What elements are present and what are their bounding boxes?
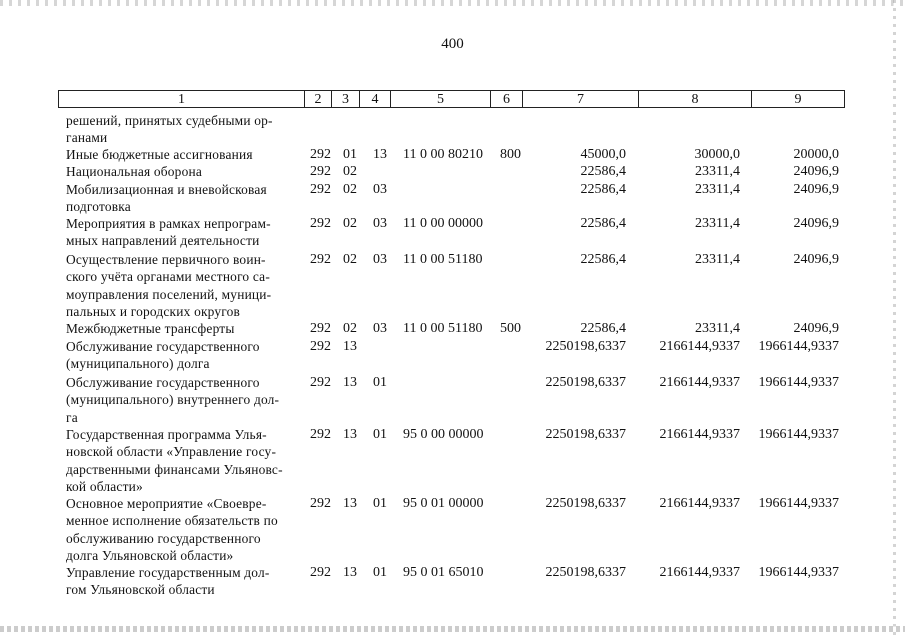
amount-col-7: 22586,4 [580,252,626,267]
code-glava: 292 [310,565,331,580]
amount-col-9: 24096,9 [793,216,839,231]
code-razdel: 13 [343,496,357,511]
amount-col-7: 2250198,6337 [545,339,626,354]
amount-col-9: 24096,9 [793,164,839,179]
row-name [66,146,300,163]
amount-col-8: 23311,4 [695,182,740,197]
code-csr: 95 0 00 00000 [403,427,484,442]
code-podrazdel: 01 [373,565,387,580]
amount-col-7: 45000,0 [580,147,626,162]
code-podrazdel: 01 [373,427,387,442]
scan-edge-top [0,0,905,6]
row-name [66,426,300,495]
code-glava: 292 [310,147,331,162]
amount-col-9: 1966144,9337 [758,339,839,354]
row-name [66,338,300,373]
amount-col-9: 24096,9 [793,182,839,197]
code-glava: 292 [310,182,331,197]
row-name-line: (муниципального) долга [66,356,210,372]
code-razdel: 13 [343,375,357,390]
row-name-line: Национальная оборона [66,164,202,179]
row-name [66,163,300,180]
amount-col-9: 1966144,9337 [758,375,839,390]
row-name-line: кой области» [66,478,143,494]
row-name-line: га [66,409,78,425]
code-glava: 292 [310,252,331,267]
code-podrazdel: 03 [373,252,387,267]
amount-col-9: 1966144,9337 [758,427,839,442]
amount-col-8: 2166144,9337 [659,427,740,442]
header-col-4: 4 [359,90,390,108]
code-razdel: 02 [343,252,357,267]
page-number: 400 [441,36,464,52]
row-name [66,215,300,250]
row-name-line: решений, принятых судебными ор- [66,113,273,128]
header-col-5: 5 [390,90,490,108]
amount-col-8: 2166144,9337 [659,339,740,354]
row-name-line: (муниципального) внутреннего дол- [66,392,280,408]
amount-col-9: 1966144,9337 [758,496,839,511]
amount-col-7: 22586,4 [580,164,626,179]
amount-col-8: 2166144,9337 [659,496,740,511]
code-razdel: 02 [343,164,357,179]
amount-col-8: 2166144,9337 [659,375,740,390]
row-name-line: моуправления поселений, муници- [66,286,272,302]
code-podrazdel: 01 [373,375,387,390]
row-name [66,320,300,337]
row-name-line: подготовка [66,199,131,215]
code-glava: 292 [310,164,331,179]
amount-col-7: 2250198,6337 [545,375,626,390]
code-glava: 292 [310,216,331,231]
row-name-line: Обслуживание государственного [66,339,260,354]
code-podrazdel: 01 [373,496,387,511]
amount-col-8: 30000,0 [694,147,740,162]
row-name [66,374,300,426]
amount-col-8: 23311,4 [695,216,740,231]
code-podrazdel: 13 [373,147,387,162]
code-podrazdel: 03 [373,216,387,231]
row-name [66,112,300,147]
code-razdel: 13 [343,339,357,354]
code-csr: 95 0 01 00000 [403,496,484,511]
row-name [66,495,300,564]
row-name [66,251,300,320]
code-csr: 11 0 00 51180 [403,321,483,336]
row-name-line: Осуществление первичного воин- [66,252,266,267]
code-csr: 95 0 01 65010 [403,565,484,580]
row-name-line: новской области «Управление госу- [66,444,277,460]
code-razdel: 02 [343,182,357,197]
amount-col-9: 1966144,9337 [758,565,839,580]
row-name-line: Основное мероприятие «Своевре- [66,496,267,511]
amount-col-9: 20000,0 [793,147,839,162]
row-name-line: мных направлений деятельности [66,233,260,249]
amount-col-7: 22586,4 [580,216,626,231]
row-name-line: Государственная программа Улья- [66,427,267,442]
header-col-6: 6 [490,90,522,108]
row-name-line: менное исполнение обязательств по [66,513,278,529]
row-name-line: пальных и городских округов [66,303,241,319]
amount-col-7: 22586,4 [580,321,626,336]
row-name-line: Мобилизационная и вневойсковая [66,182,267,197]
code-glava: 292 [310,321,331,336]
row-name-line: Управление государственным дол- [66,565,270,580]
scan-edge-right [893,0,896,640]
code-podrazdel: 03 [373,321,387,336]
code-vr: 800 [500,147,521,162]
amount-col-7: 2250198,6337 [545,496,626,511]
code-razdel: 13 [343,565,357,580]
code-csr: 11 0 00 80210 [403,147,483,162]
amount-col-7: 2250198,6337 [545,427,626,442]
header-col-3: 3 [331,90,359,108]
code-razdel: 02 [343,216,357,231]
row-name-line: дарственными финансами Ульяновс- [66,461,283,477]
code-razdel: 01 [343,147,357,162]
amount-col-7: 2250198,6337 [545,565,626,580]
row-name-line: гом Ульяновской области [66,582,215,598]
row-name [66,564,300,599]
code-glava: 292 [310,496,331,511]
row-name-line: Иные бюджетные ассигнования [66,147,253,162]
code-csr: 11 0 00 00000 [403,216,483,231]
amount-col-9: 24096,9 [793,252,839,267]
scan-edge-bottom [0,626,905,632]
code-vr: 500 [500,321,521,336]
amount-col-8: 23311,4 [695,321,740,336]
header-col-2: 2 [304,90,331,108]
amount-col-9: 24096,9 [793,321,839,336]
row-name [66,181,300,216]
code-razdel: 13 [343,427,357,442]
amount-col-8: 2166144,9337 [659,565,740,580]
code-glava: 292 [310,375,331,390]
header-col-7: 7 [522,90,638,108]
row-name-line: Межбюджетные трансферты [66,321,235,336]
amount-col-7: 22586,4 [580,182,626,197]
header-col-8: 8 [638,90,751,108]
row-name-line: ского учёта органами местного са- [66,269,270,285]
amount-col-8: 23311,4 [695,164,740,179]
code-glava: 292 [310,427,331,442]
row-name-line: обслуживанию государственного [66,530,261,546]
code-csr: 11 0 00 51180 [403,252,483,267]
row-name-line: Обслуживание государственного [66,375,260,390]
code-razdel: 02 [343,321,357,336]
header-col-1: 1 [58,90,304,108]
row-name-line: ганами [66,130,108,146]
code-podrazdel: 03 [373,182,387,197]
row-name-line: Мероприятия в рамках непрограм- [66,216,271,231]
code-glava: 292 [310,339,331,354]
amount-col-8: 23311,4 [695,252,740,267]
row-name-line: долга Ульяновской области» [66,547,234,563]
header-col-9: 9 [751,90,845,108]
